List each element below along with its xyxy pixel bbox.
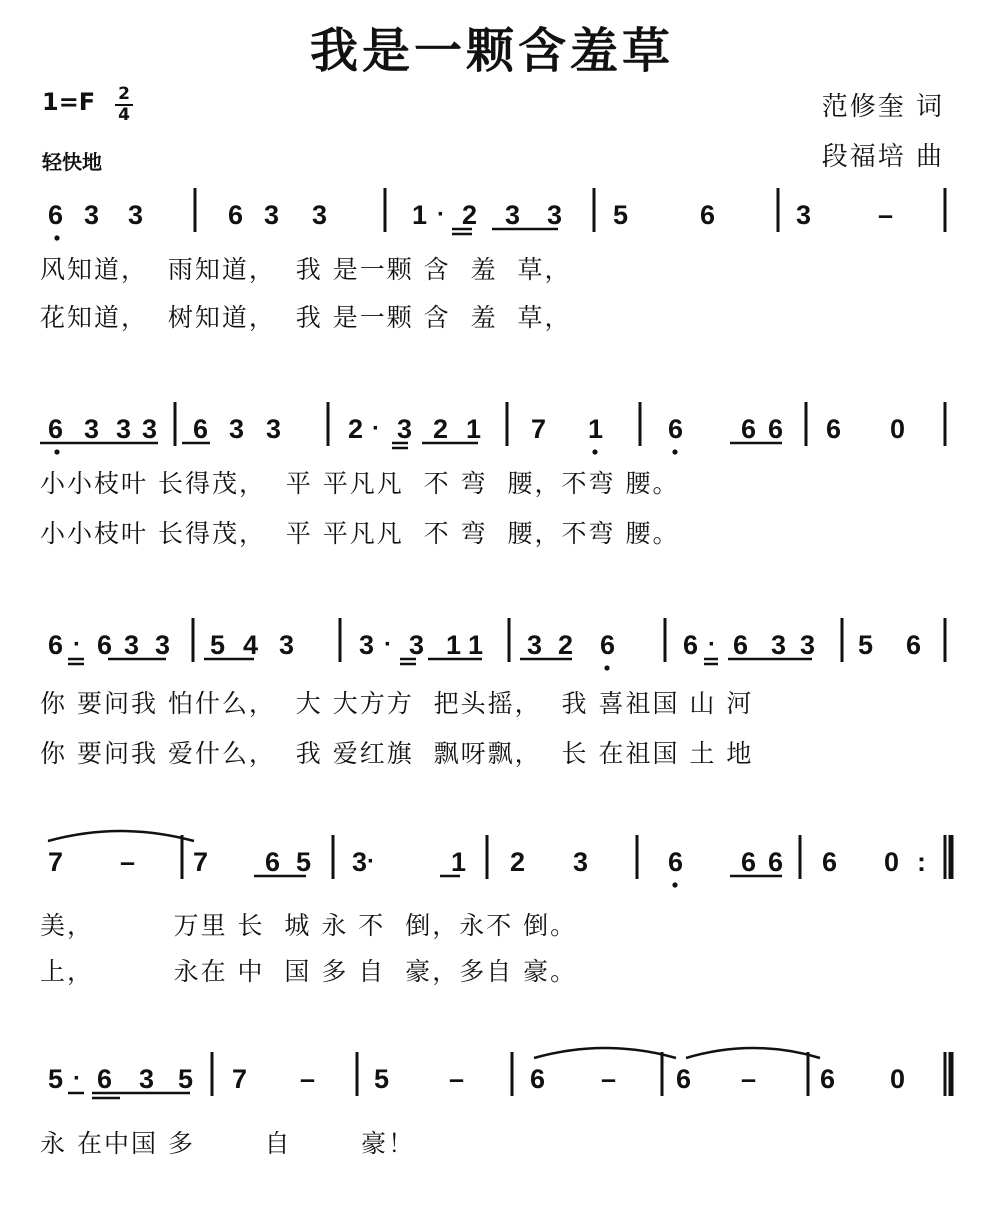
tie-arc (48, 831, 194, 841)
lyricist-credit: 范修奎 词 (821, 92, 944, 122)
lyrics-line: 小小枝叶 长得茂， 平 平凡凡 不 弯 腰，不弯 腰。 (40, 469, 680, 498)
note: 3 (397, 414, 413, 444)
note: 6 (683, 630, 699, 660)
note: 7 (232, 1064, 248, 1094)
tie-arc (686, 1048, 820, 1058)
dash-note: – (449, 1064, 465, 1094)
note: 3 (312, 200, 328, 230)
note: 1 (412, 200, 428, 230)
note: · (372, 415, 380, 442)
lyrics-line: 永 在中国 多 自 豪！ (40, 1129, 416, 1158)
lower-octave-dot (592, 449, 597, 454)
note: 1 (468, 630, 484, 660)
note: 3 (139, 1064, 155, 1094)
note: 6 (97, 1064, 113, 1094)
note: 3 (279, 630, 295, 660)
note: 6 (820, 1064, 836, 1094)
lower-octave-dot (604, 665, 609, 670)
note: 1 (588, 414, 604, 444)
lyrics-line: 你 要问我 爱什么， 我 爱红旗 飘呀飘， 长 在祖国 土 地 (40, 739, 754, 768)
note: 3 (266, 414, 282, 444)
note: 3 (547, 200, 563, 230)
note: 7 (531, 414, 547, 444)
note: 3 (573, 847, 589, 877)
note: 3 (409, 630, 425, 660)
dash-note: – (300, 1064, 316, 1094)
lyrics-line: 你 要问我 怕什么， 大 大方方 把头摇， 我 喜祖国 山 河 (40, 689, 754, 718)
note: 6 (741, 414, 757, 444)
note: 6 (265, 847, 281, 877)
note: 6 (826, 414, 842, 444)
meter-bottom: 4 (118, 105, 130, 125)
note: · (367, 848, 375, 875)
note: 6 (676, 1064, 692, 1094)
tie-arc (534, 1048, 676, 1058)
composer-credit: 段福培 曲 (821, 142, 944, 172)
note: 2 (462, 200, 478, 230)
note: 2 (510, 847, 526, 877)
lyrics-line: 花知道， 树知道， 我 是一颗 含 羞 草， (40, 303, 572, 332)
note: 5 (296, 847, 312, 877)
note: 6 (600, 630, 616, 660)
note: 3 (142, 414, 158, 444)
note: 6 (668, 414, 684, 444)
tempo-marking: 轻快地 (42, 150, 102, 174)
note: 3 (796, 200, 812, 230)
note: 0 (884, 847, 900, 877)
note: 1 (466, 414, 482, 444)
note: 1 (446, 630, 462, 660)
dash-note: – (878, 200, 894, 230)
note: · (437, 201, 445, 228)
note: 6 (768, 414, 784, 444)
dash-note: – (120, 847, 136, 877)
note: 3 (229, 414, 245, 444)
lyrics-line: 美， 万里 长 城 永 不 倒，永不 倒。 (40, 911, 578, 940)
note: 5 (858, 630, 874, 660)
note: 6 (193, 414, 209, 444)
song-title: 我是一颗含羞草 (309, 23, 674, 79)
lyrics-line: 小小枝叶 长得茂， 平 平凡凡 不 弯 腰，不弯 腰。 (40, 519, 680, 548)
note: 3 (352, 847, 368, 877)
note: 3 (84, 414, 100, 444)
repeat-dots: : (917, 847, 926, 877)
note: 5 (210, 630, 226, 660)
note: 6 (668, 847, 684, 877)
note: 3 (124, 630, 140, 660)
note: 6 (228, 200, 244, 230)
note: 0 (890, 1064, 906, 1094)
note: 5 (374, 1064, 390, 1094)
note: 3 (84, 200, 100, 230)
note: 3 (128, 200, 144, 230)
note: 5 (178, 1064, 194, 1094)
note: 6 (530, 1064, 546, 1094)
note: 3 (800, 630, 816, 660)
lyrics-line: 上， 永在 中 国 多 自 豪，多自 豪。 (40, 957, 578, 986)
note: 6 (48, 200, 64, 230)
lower-octave-dot (672, 449, 677, 454)
note: 3 (359, 630, 375, 660)
meter-top: 2 (118, 84, 130, 104)
note: 6 (768, 847, 784, 877)
dash-note: – (741, 1064, 757, 1094)
note: 7 (193, 847, 209, 877)
note: 2 (433, 414, 449, 444)
lyrics-line: 风知道， 雨知道， 我 是一颗 含 羞 草， (40, 255, 572, 284)
dash-note: – (601, 1064, 617, 1094)
note: 3 (505, 200, 521, 230)
note: 6 (822, 847, 838, 877)
note: 3 (771, 630, 787, 660)
note: · (708, 631, 716, 658)
lower-octave-dot (672, 882, 677, 887)
note: 3 (116, 414, 132, 444)
note: 6 (906, 630, 922, 660)
note: 2 (348, 414, 364, 444)
note: · (73, 631, 81, 658)
note: 3 (264, 200, 280, 230)
note: 5 (613, 200, 629, 230)
note: 4 (243, 630, 259, 660)
note: 0 (890, 414, 906, 444)
note: 6 (48, 414, 64, 444)
note: · (73, 1065, 81, 1092)
note: 5 (48, 1064, 64, 1094)
lower-octave-dot (54, 449, 59, 454)
note: 6 (700, 200, 716, 230)
note: 6 (733, 630, 749, 660)
note: 3 (527, 630, 543, 660)
note: · (384, 631, 392, 658)
note: 1 (451, 847, 467, 877)
note: 6 (97, 630, 113, 660)
note: 2 (558, 630, 574, 660)
note: 7 (48, 847, 64, 877)
note: 6 (741, 847, 757, 877)
note: 3 (155, 630, 171, 660)
key-signature: 1=F (42, 88, 96, 116)
note: 6 (48, 630, 64, 660)
lower-octave-dot (54, 235, 59, 240)
